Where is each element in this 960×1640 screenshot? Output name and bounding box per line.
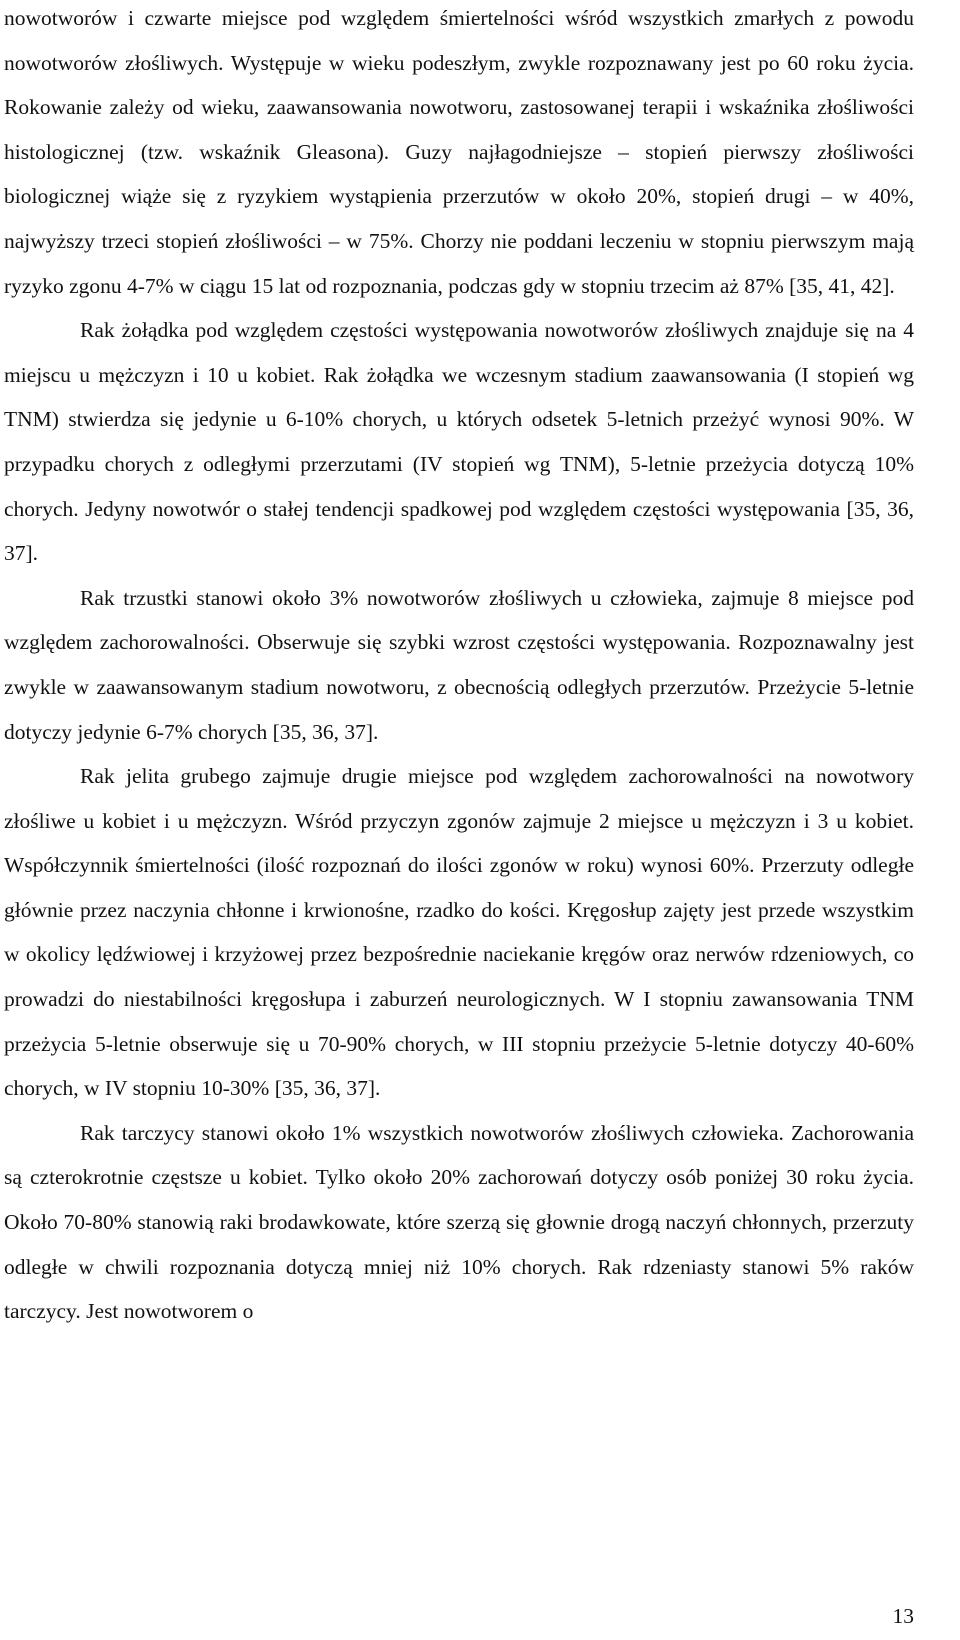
page-number: 13 (892, 1604, 914, 1628)
paragraph-colorectal-cancer: Rak jelita grubego zajmuje drugie miejsce pod względem zachorowalności na nowotwory złośliwe u kobiet i u mężczyzn. Wśród przyczyn zgonów zajmuje 2 miejsce u mężczyzn i 3 u kobiet. Współczynnik śmiertelności (ilość rozpoznań do ilości zgonów w roku) wynosi 60%. Przerzuty odległe głównie przez naczynia chłonne i krwionośne, rzadko do kości. Kręgosłup zajęty jest przede wszystkim w okolicy lędźwiowej i krzyżowej przez bezpośrednie naciekanie kręgów oraz nerwów rdzeniowych, co prowadzi do niestabilności kręgosłupa i zaburzeń neurologicznych. W I stopniu zawansowania TNM przeżycia 5-letnie obserwuje się u 70-90% chorych, w III stopniu przeżycie 5-letnie dotyczy 40-60% chorych, w IV stopniu 10-30% [35, 36, 37]. (4, 764, 914, 1101)
paragraph-pancreatic-cancer: Rak trzustki stanowi około 3% nowotworów złośliwych u człowieka, zajmuje 8 miejsce pod względem zachorowalności. Obserwuje się szybki wzrost częstości występowania. Rozpoznawalny jest zwykle w zaawansowanym stadium nowotworu, z obecnością odległych przerzutów. Przeżycie 5-letnie dotyczy jedynie 6-7% chorych [35, 36, 37]. (4, 585, 914, 744)
paragraph-thyroid-cancer: Rak tarczycy stanowi około 1% wszystkich nowotworów złośliwych człowieka. Zachorowania są czterokrotnie częstsze u kobiet. Tylko około 20% zachorowań dotyczy osób poniżej 30 roku życia. Około 70-80% stanowią raki brodawkowate, które szerzą się głownie drogą naczyń chłonnych, przerzuty odległe w chwili rozpoznania dotyczą mniej niż 10% chorych. Rak rdzeniasty stanowi 5% raków tarczycy. Jest nowotworem o (4, 1120, 914, 1324)
body-text (4, 0, 914, 1334)
paragraph-prostate-cancer-continuation: nowotworów i czwarte miejsce pod względem śmiertelności wśród wszystkich zmarłych z powodu nowotworów złośliwych. Występuje w wieku podeszłym, zwykle rozpoznawany jest po 60 roku życia. Rokowanie zależy od wieku, zaawansowania nowotworu, zastosowanej terapii i wskaźnika złośliwości histologicznej (tzw. wskaźnik Gleasona). Guzy najłagodniejsze – stopień pierwszy złośliwości biologicznej wiąże się z ryzykiem wystąpienia przerzutów w około 20%, stopień drugi – w 40%, najwyższy trzeci stopień złośliwości – w 75%. Chorzy nie poddani leczeniu w stopniu pierwszym mają ryzyko zgonu 4-7% w ciągu 15 lat od rozpoznania, podczas gdy w stopniu trzecim aż 87% [35, 41, 42]. (4, 6, 914, 298)
paragraph-stomach-cancer: Rak żołądka pod względem częstości występowania nowotworów złośliwych znajduje się na 4 miejscu u mężczyzn i 10 u kobiet. Rak żołądka we wczesnym stadium zaawansowania (I stopień wg TNM) stwierdza się jedynie u 6-10% chorych, u których odsetek 5-letnich przeżyć wynosi 90%. W przypadku chorych z odległymi przerzutami (IV stopień wg TNM), 5-letnie przeżycia dotyczą 10% chorych. Jedyny nowotwór o stałej tendencji spadkowej pod względem częstości występowania [35, 36, 37]. (4, 318, 914, 566)
